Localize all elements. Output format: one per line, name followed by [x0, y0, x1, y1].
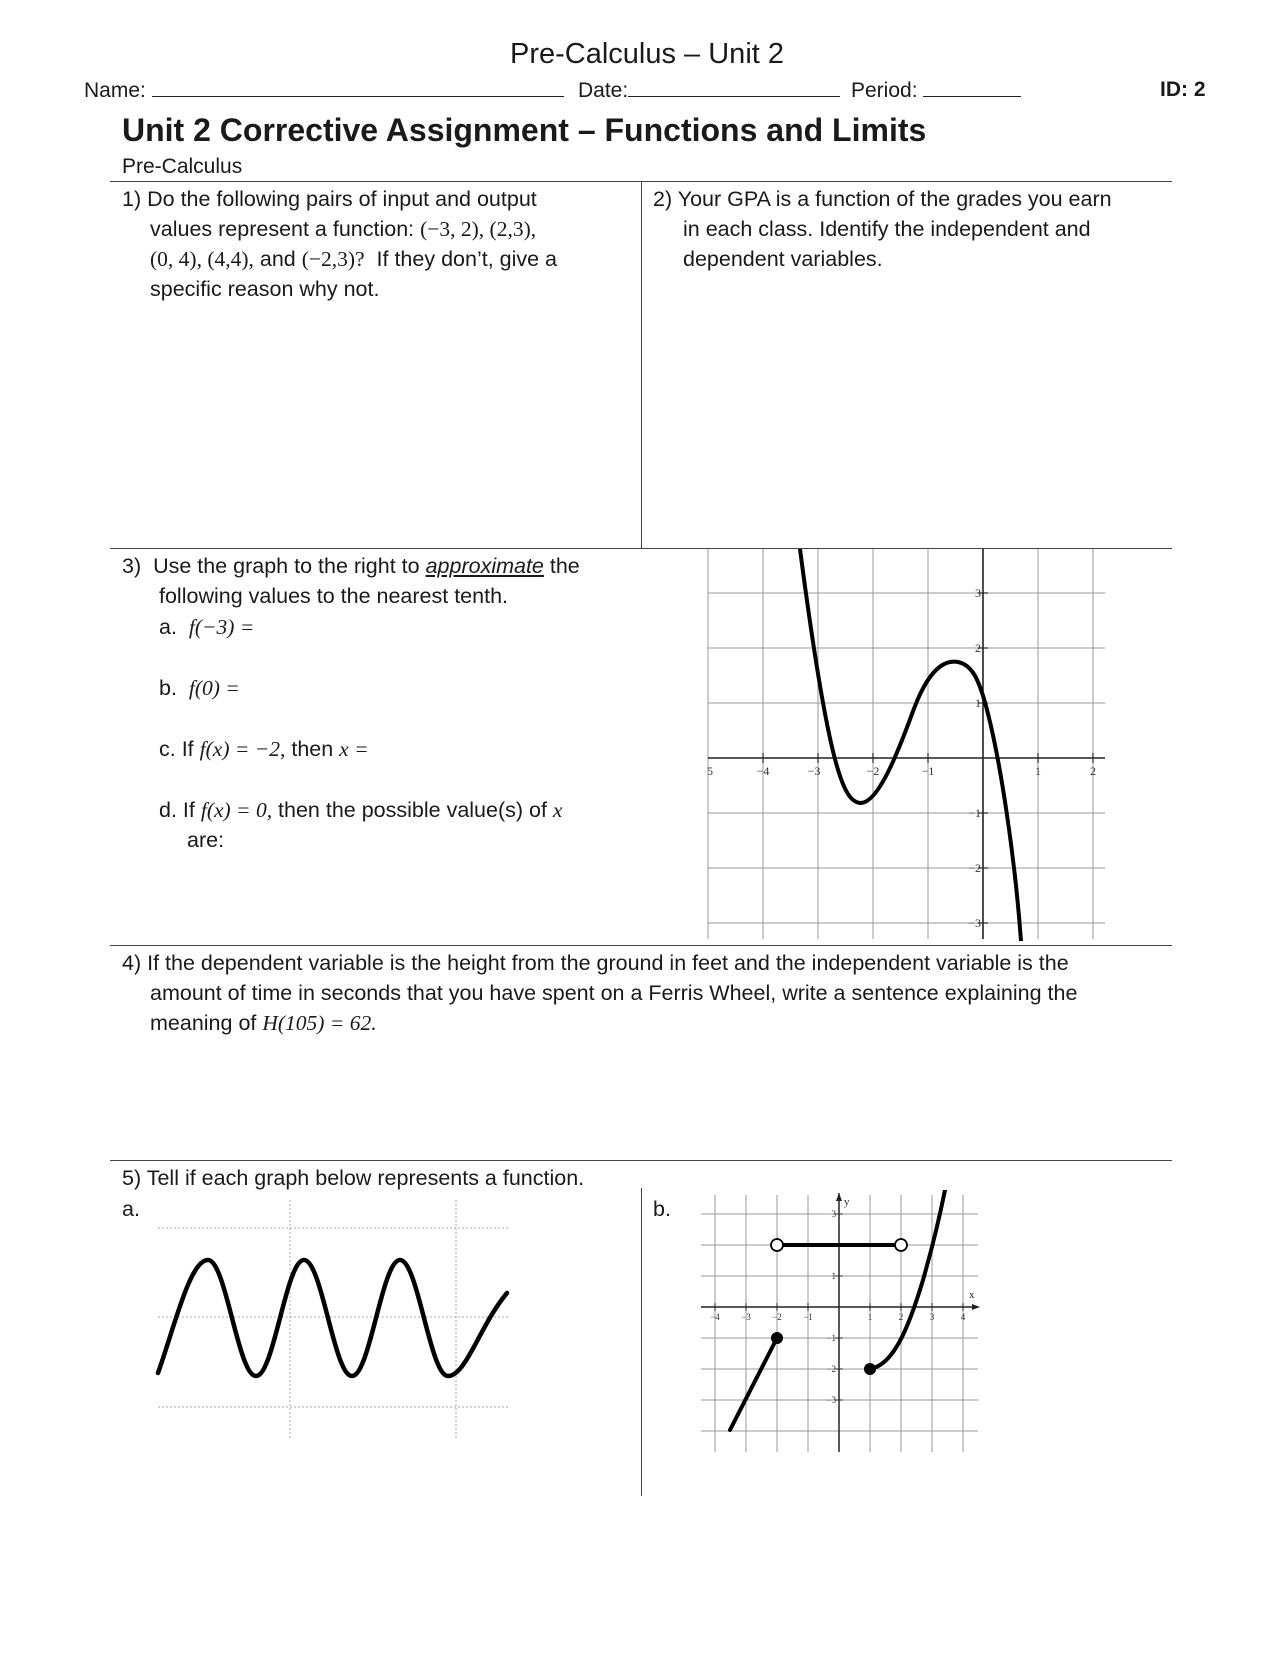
q3-y-tick: −3	[968, 916, 981, 930]
q2-line2: in each class. Identify the independent and	[683, 217, 1091, 241]
q3-c-math2: x =	[339, 737, 369, 761]
q3-x-tick: 1	[1035, 764, 1041, 778]
q1-line3-rest: If they don’t, give a	[364, 247, 558, 271]
q5b-open-point-left	[771, 1239, 783, 1251]
q5b-ray-segment	[730, 1338, 777, 1430]
q5b-x-tick: −1	[803, 1312, 813, 1322]
q5b-x-tick: 4	[960, 1312, 966, 1322]
q5b-y-tick: −1	[826, 1333, 836, 1343]
q3-b-label: b.	[159, 676, 177, 700]
q3-x-tick: −4	[756, 764, 770, 778]
q3-a-label: a.	[159, 615, 177, 639]
q3-axes	[708, 549, 1105, 939]
q3-y-tick: −2	[968, 861, 981, 875]
q5b-open-point-right	[895, 1239, 907, 1251]
q5b-closed-point-ray	[771, 1332, 783, 1344]
q4-line2: amount of time in seconds that you have spent on a Ferris Wheel, write a sentence explaining the	[150, 981, 1078, 1005]
q2-number: 2)	[653, 187, 673, 211]
q3-part-b	[159, 673, 240, 703]
q1-line1: Do the following pairs of input and output	[147, 187, 537, 211]
q5-number: 5)	[122, 1166, 142, 1190]
q2-line3: dependent variables.	[683, 247, 883, 271]
question-2	[653, 184, 1163, 274]
q5b-x-tick: −3	[741, 1312, 751, 1322]
q5-a-label: a.	[122, 1197, 140, 1221]
q5b-closed-point-curve	[864, 1363, 876, 1375]
period-blank	[923, 76, 1021, 97]
q1-number: 1)	[122, 187, 142, 211]
divider-q1-q2	[641, 182, 642, 549]
q3-curve	[800, 549, 1021, 941]
q1-line3-and: and	[253, 247, 302, 271]
q3-function-graph	[700, 549, 1112, 941]
q3-line1-post: the	[543, 554, 580, 578]
q3-b-math: f(0) =	[188, 676, 240, 700]
q5b-x-tick: 3	[929, 1312, 935, 1322]
date-field[interactable]	[578, 76, 840, 105]
q1-line2-math: (−3, 2), (2,3),	[420, 217, 537, 241]
q5b-y-tick: −3	[826, 1395, 836, 1405]
date-label: Date:	[578, 79, 629, 102]
q3-d-label: d. If	[159, 798, 195, 822]
q3-part-d	[159, 795, 562, 855]
name-label: Name:	[84, 79, 146, 102]
q5b-x-tick: −4	[710, 1312, 720, 1322]
question-3	[122, 551, 642, 611]
q3-part-a	[159, 612, 254, 642]
q3-line1-em: approximate	[425, 554, 544, 578]
divider-q5	[110, 1160, 1172, 1161]
q4-line3-math: H(105) = 62.	[262, 1011, 377, 1035]
q5a-wave-curve	[158, 1260, 507, 1376]
q5b-y-axis-label: y	[844, 1196, 850, 1208]
q5b-x-tick: 1	[867, 1312, 873, 1322]
q4-line3-pre: meaning of	[150, 1011, 263, 1035]
q5a-wave-graph	[150, 1195, 520, 1445]
q3-a-math: f(−3) =	[188, 615, 255, 639]
assignment-subtitle: Pre-Calculus	[122, 155, 243, 178]
q3-line1-pre: Use the graph to the right to	[153, 554, 426, 578]
q5b-x-tick: 2	[898, 1312, 904, 1322]
assignment-title: Unit 2 Corrective Assignment – Functions and Limits	[122, 112, 927, 148]
q3-x-tick: 2	[1090, 764, 1096, 778]
q3-y-tick: −1	[968, 806, 981, 820]
q3-x-tick: −3	[807, 764, 821, 778]
q1-line3-math: (0, 4), (4,4),	[150, 247, 254, 271]
name-blank	[152, 76, 564, 97]
q3-y-tick: 2	[975, 641, 981, 655]
course-unit-heading: Pre-Calculus – Unit 2	[510, 38, 784, 70]
q3-line2: following values to the nearest tenth.	[159, 584, 508, 608]
q3-c-label: c. If	[159, 737, 194, 761]
q3-number: 3)	[122, 554, 142, 578]
q3-x-tick: 5	[707, 764, 713, 778]
q5b-curve-segment	[867, 1190, 945, 1369]
q3-part-c	[159, 734, 369, 764]
q1-line3-math2: (−2,3)?	[301, 247, 365, 271]
q4-line1: If the dependent variable is the height from the ground in feet and the independent variable is the	[147, 951, 1069, 975]
q4-number: 4)	[122, 951, 142, 975]
q1-line4: specific reason why not.	[150, 277, 380, 301]
divider-q5a-q5b	[641, 1188, 642, 1496]
q2-line1: Your GPA is a function of the grades you earn	[677, 187, 1112, 211]
q5-b-label: b.	[653, 1197, 671, 1221]
q3-grid	[708, 549, 1105, 939]
q3-d-x: x	[552, 798, 563, 822]
q5b-x-axis-label: x	[969, 1289, 975, 1301]
q3-d-line2: are:	[187, 828, 225, 852]
period-field[interactable]	[851, 76, 1021, 105]
question-4	[122, 948, 1172, 1038]
question-1	[122, 184, 632, 304]
q5b-piecewise-graph	[693, 1190, 983, 1460]
q1-line2-text: values represent a function:	[150, 217, 421, 241]
q3-c-then: then	[285, 737, 340, 761]
q3-d-math: f(x) = 0,	[200, 798, 273, 822]
q5b-y-tick: 1	[831, 1271, 836, 1281]
period-label: Period:	[851, 79, 918, 102]
question-5	[122, 1163, 584, 1193]
id-label: ID: 2	[1160, 78, 1206, 101]
q5b-y-tick: 3	[831, 1209, 836, 1219]
q5b-y-tick: −2	[826, 1364, 836, 1374]
name-field[interactable]	[84, 76, 564, 105]
q3-y-tick: 1	[975, 696, 981, 710]
q5-line1: Tell if each graph below represents a function.	[146, 1166, 585, 1190]
date-blank	[628, 76, 840, 97]
divider-q4	[110, 945, 1172, 946]
q3-y-tick: 3	[975, 586, 981, 600]
q5b-x-tick: −2	[772, 1312, 782, 1322]
q3-c-math: f(x) = −2,	[199, 737, 286, 761]
q3-d-rest: then the possible value(s) of	[272, 798, 553, 822]
q3-x-tick: −1	[921, 764, 935, 778]
q3-x-tick: −2	[866, 764, 880, 778]
